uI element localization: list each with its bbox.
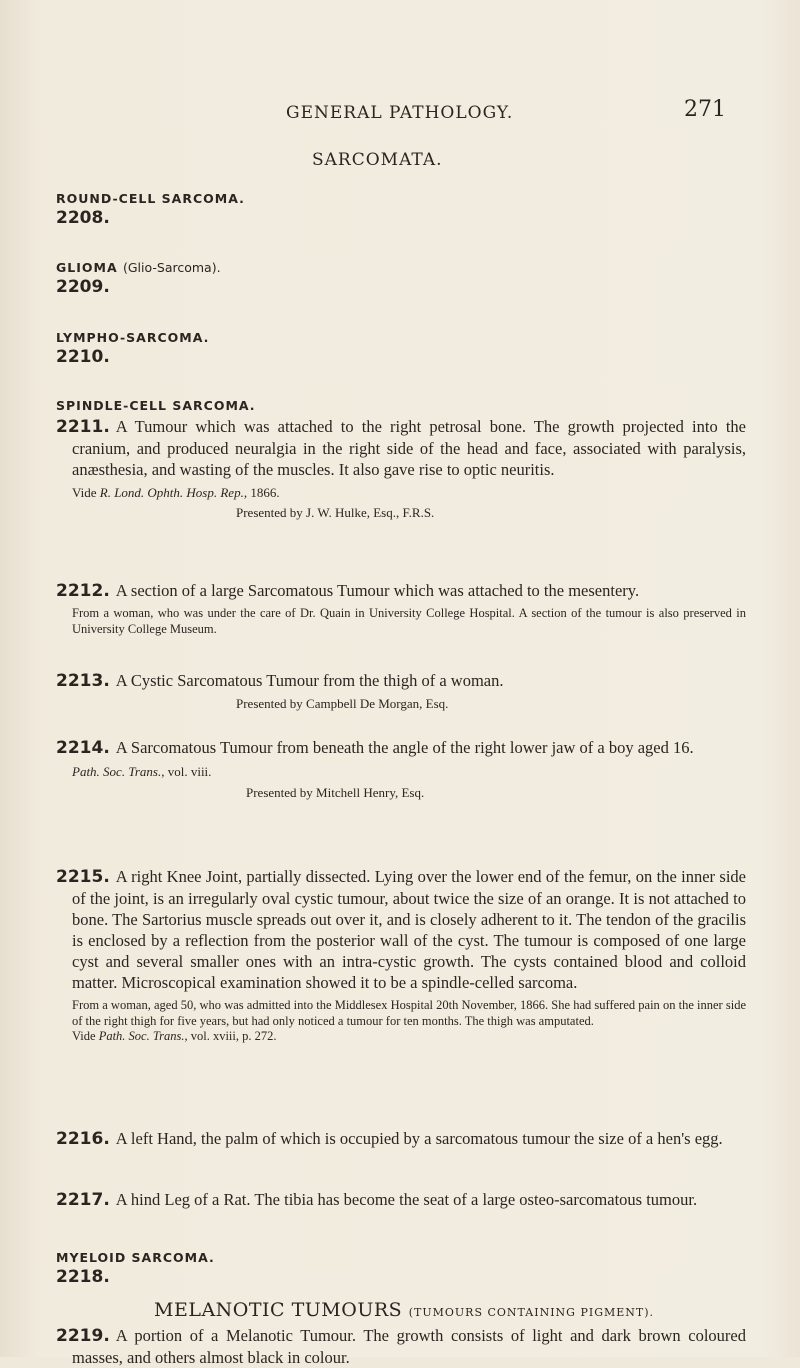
entry-text: A Tumour which was attached to the right petrosal bone. The growth projected into the cranium, and produced neuralgia in the right side of the head and face, associated with paralysis, anæsthesia, and wasting of the muscles. It also gave rise to optic neuritis.	[72, 417, 746, 479]
page-number: 271	[684, 97, 726, 122]
spindle-section	[56, 398, 746, 413]
entry-2219	[56, 1325, 746, 1368]
specimen-number-2208: 2208.	[56, 208, 110, 228]
glioma-section	[56, 260, 746, 297]
entry-note: From a woman, who was under the care of Dr. Quain in University College Hospital. A section of the tumour is also preserved in University College Museum.	[72, 606, 746, 636]
entry-2217	[56, 1189, 746, 1211]
entry-number: 2214.	[56, 738, 110, 758]
entry-number: 2213.	[56, 671, 110, 691]
melanotic-title: MELANOTIC TUMOURS	[154, 1299, 403, 1321]
entry-presenter: Presented by Mitchell Henry, Esq.	[246, 784, 425, 800]
entry-reference: Vide Path. Soc. Trans., vol. xviii, p. 272.	[72, 1029, 277, 1043]
melanotic-subtitle: (TUMOURS CONTAINING PIGMENT).	[408, 1306, 655, 1319]
entry-note: From a woman, aged 50, who was admitted into the Middlesex Hospital 20th November, 1866. She had suffered pain on the inner side of the right thigh for five years, but had only noticed a tumour for ten months. The thigh was amputated.	[72, 998, 746, 1028]
entry-reference: Vide R. Lond. Ophth. Hosp. Rep., 1866.	[72, 485, 280, 500]
spindle-title: SPINDLE-CELL SARCOMA.	[56, 398, 256, 413]
glioma-title: GLIOMA	[56, 260, 118, 275]
entry-presenter: Presented by J. W. Hulke, Esq., F.R.S.	[236, 504, 435, 520]
entry-number: 2219.	[56, 1326, 110, 1346]
entry-text: A portion of a Melanotic Tumour. The growth consists of light and dark brown coloured masses, and others almost black in colour.	[72, 1326, 746, 1367]
entry-text: A hind Leg of a Rat. The tibia has become the seat of a large osteo-sarcomatous tumour.	[115, 1190, 698, 1209]
entry-text: A Sarcomatous Tumour from beneath the angle of the right lower jaw of a boy aged 16.	[115, 738, 694, 757]
entry-number: 2216.	[56, 1129, 110, 1149]
section-title: SARCOMATA.	[312, 150, 443, 170]
glioma-subtitle: (Glio-Sarcoma).	[122, 260, 221, 275]
entry-number: 2217.	[56, 1190, 110, 1210]
entry-number: 2211.	[56, 417, 110, 437]
entry-number: 2215.	[56, 867, 110, 887]
myeloid-section	[56, 1250, 746, 1287]
specimen-number-2209: 2209.	[56, 277, 110, 297]
specimen-number-2210: 2210.	[56, 347, 110, 367]
myeloid-title: MYELOID SARCOMA.	[56, 1250, 215, 1265]
lympho-section	[56, 330, 746, 367]
running-title: GENERAL PATHOLOGY.	[286, 103, 514, 123]
round-cell-title: ROUND-CELL SARCOMA.	[56, 191, 245, 206]
specimen-number-2218: 2218.	[56, 1267, 110, 1287]
entry-text: A Cystic Sarcomatous Tumour from the thigh of a woman.	[115, 671, 504, 690]
melanotic-section	[56, 1299, 746, 1321]
round-cell-section	[56, 191, 746, 228]
entry-reference: Path. Soc. Trans., vol. viii.	[72, 764, 212, 779]
entry-2212	[56, 580, 746, 637]
entry-2216	[56, 1128, 746, 1150]
entry-presenter: Presented by Campbell De Morgan, Esq.	[236, 696, 449, 711]
entry-2213	[56, 670, 746, 712]
entry-text: A left Hand, the palm of which is occupied by a sarcomatous tumour the size of a hen's egg.	[115, 1129, 723, 1148]
entry-2215	[56, 866, 746, 1045]
entry-2211	[56, 416, 746, 520]
entry-text: A right Knee Joint, partially dissected. Lying over the lower end of the femur, on the inner side of the joint, is an irregularly oval cystic tumour, about twice the size of an orange. It is not attached to bone. The Sartorius muscle spreads out over it, and is closely adherent to it. The tendon of the gracilis is enclosed by a reflection from the posterior wall of the cyst. The tumour is composed of one large cyst and several smaller ones with an intra-cystic growth. The cysts contained blood and colloid matter. Microscopical examination showed it to be a spindle-celled sarcoma.	[72, 867, 746, 992]
entry-text: A section of a large Sarcomatous Tumour which was attached to the mesentery.	[115, 581, 640, 600]
entry-number: 2212.	[56, 581, 110, 601]
lympho-title: LYMPHO-SARCOMA.	[56, 330, 210, 345]
entry-2214	[56, 737, 746, 800]
